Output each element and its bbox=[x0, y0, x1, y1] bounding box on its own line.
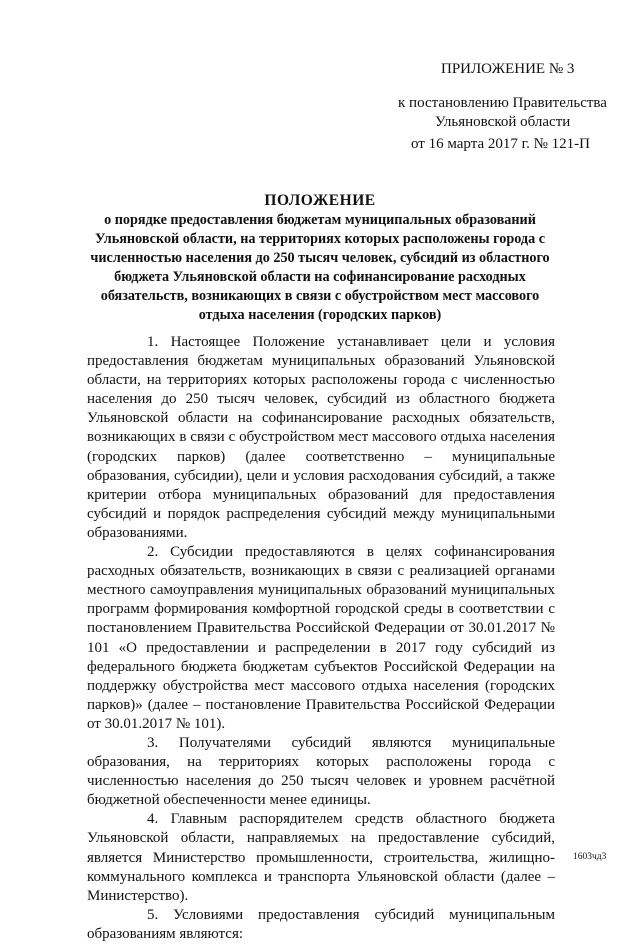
footer-code: 1603чд3 bbox=[573, 852, 607, 862]
appendix-to-decree: к постановлению Правительства bbox=[398, 95, 607, 111]
document-subtitle: о порядке предоставления бюджетам муниципальных образований Ульяновской области, на территориях которых расположены города с численностью населения до 250 тысяч человек, субсидий из областного бюджета Ульяновской области на софинансирование расходных обязательств, возникающих в связи с обустройством мест массового отдыха населения (городских парков) bbox=[90, 212, 550, 323]
paragraph-1: 1. Настоящее Положение устанавливает цели и условия предоставления бюджетам муниципальных образований Ульяновской области, на территориях которых расположены города с численностью населения до 250 тысяч человек, субсидий из областного бюджета Ульяновской области на софинансирование расходных обязательств, возникающих в связи с обустройством мест массового отдыха населения (городских парков) (далее соответственно – муниципальные образования, субсидии), цели и условия расходования субсидий, а также критерии отбора муниципальных образований для предоставления субсидий и порядок распределения субсидий между муниципальными образованиями. bbox=[87, 334, 555, 541]
paragraph-2: 2. Субсидии предоставляются в целях софинансирования расходных обязательств, возникающих в связи с реализацией органами местного самоуправления муниципальных образований муниципальных программ формирования комфортной городской среды в соответствии с постановлением Правительства Российской Федерации от 30.01.2017 № 101 «О предоставлении и распределении в 2017 году субсидий из федерального бюджета бюджетам субъектов Российской Федерации на поддержку обустройства мест массового отдыха населения (городских парков)» (далее – постановление Правительства Российской Федерации от 30.01.2017 № 101). bbox=[87, 544, 555, 732]
paragraph-4: 4. Главным распорядителем средств областного бюджета Ульяновской области, направляемых на предоставление субсидий, является Министерство промышленности, строительства, жилищно-коммунального комплекса и транспорта Ульяновской области (далее – Министерство). bbox=[87, 811, 555, 904]
paragraph-5: 5. Условиями предоставления субсидий муниципальным образованиям являются: bbox=[87, 906, 555, 942]
paragraph-3: 3. Получателями субсидий являются муниципальные образования, на территориях которых расположены города с численностью населения до 250 тысяч человек и уровнем расчётной бюджетной обеспеченности менее единицы. bbox=[87, 734, 555, 809]
document-title: ПОЛОЖЕНИЕ bbox=[264, 192, 376, 209]
appendix-number: ПРИЛОЖЕНИЕ № 3 bbox=[441, 61, 575, 77]
appendix-date: от 16 марта 2017 г. № 121-П bbox=[411, 136, 590, 152]
document-body bbox=[87, 333, 555, 944]
document-heading bbox=[88, 192, 552, 325]
appendix-region: Ульяновской области bbox=[435, 114, 571, 130]
